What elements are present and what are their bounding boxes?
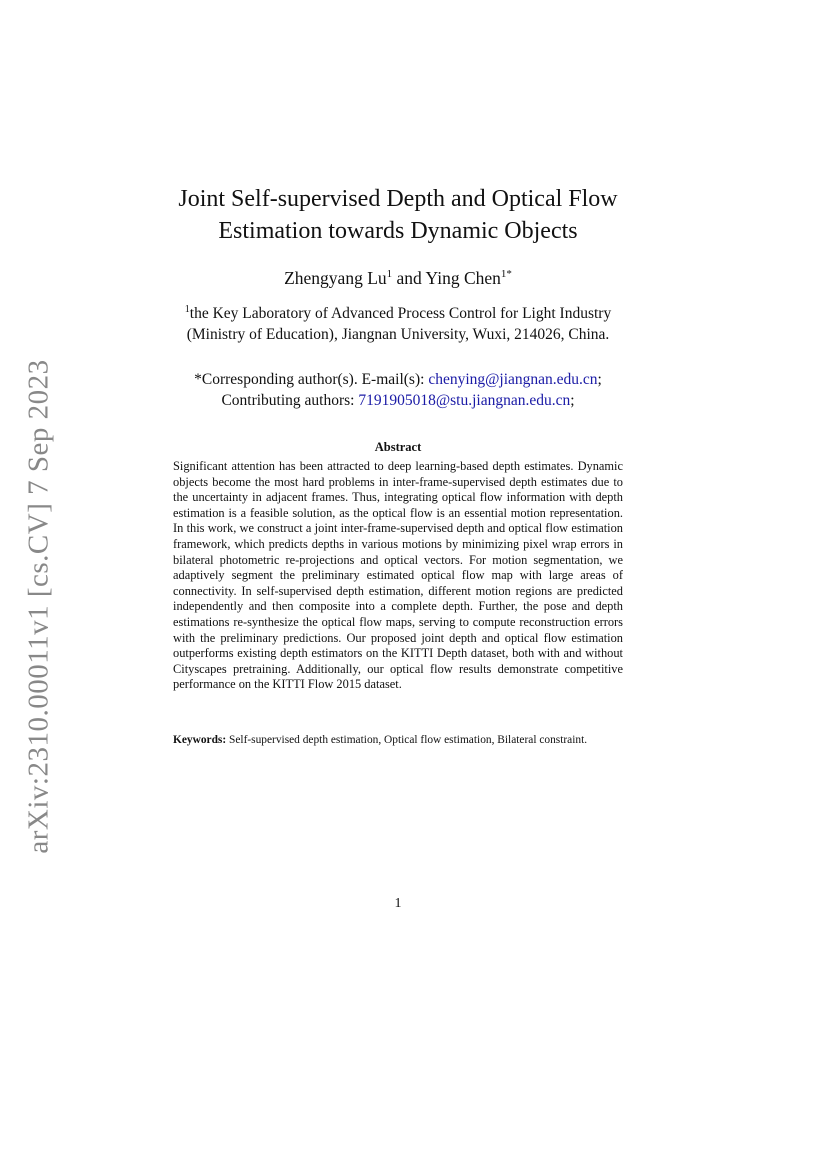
affiliation-line-1: the Key Laboratory of Advanced Process Control for Light Industry: [189, 305, 612, 323]
corresponding-suffix: ;: [597, 371, 602, 388]
page-number: 1: [394, 896, 402, 911]
abstract-text: Significant attention has been attracted to deep learning-based depth estimates. Dynamic objects become the most hard problems in inter-frame-supervised depth estimates due to the uncertainty in adjacent frames. Thus, integrating optical flow information with depth estimation is a feasible solution, as the optical flow is an essential motion representation. In this work, we construct a joint inter-frame-supervised depth and optical flow estimation framework, which predicts depths in various motions by minimizing pixel wrap errors in bilateral photometric re-projections and optical vectors. For motion segmentation, we adaptively segment the preliminary estimated optical flow map with large areas of connectivity. In self-supervised depth estimation, different motion regions are predicted independently and then composite into a complete depth. Further, the pose and depth estimations re-synthesize the optical flow maps, serving to compute reconstruction errors with the preliminary predictions. Our proposed joint depth and optical flow estimation outperforms existing depth estimators on the KITTI Depth dataset, both with and without Cityscapes pretraining. Additionally, our optical flow results demonstrate competitive performance on the KITTI Flow 2015 dataset.: [173, 459, 623, 692]
contributing-suffix: ;: [570, 392, 575, 409]
keywords-text: Self-supervised depth estimation, Optical flow estimation, Bilateral constraint.: [229, 734, 588, 746]
author-1-name: Zhengyang Lu: [284, 268, 387, 288]
keywords-label: Keywords:: [173, 734, 227, 746]
keywords: [173, 733, 623, 747]
abstract-heading: Abstract: [374, 440, 422, 454]
corresponding-email-link[interactable]: chenying@jiangnan.edu.cn: [428, 371, 598, 388]
arxiv-stamp-text: arXiv:2310.00011v1 [cs.CV] 7 Sep 2023: [22, 358, 55, 854]
author-2-affil-mark: 1*: [500, 268, 512, 281]
title-line-1: Joint Self-supervised Depth and Optical Flow: [178, 186, 618, 212]
arxiv-stamp: [16, 358, 62, 854]
author-connector: and: [396, 268, 422, 288]
affiliation-line-2: (Ministry of Education), Jiangnan University, Wuxi, 214026, China.: [186, 326, 610, 344]
title-line-2: Estimation towards Dynamic Objects: [218, 218, 578, 244]
author-list: [120, 268, 676, 289]
correspondence: [120, 369, 676, 411]
corresponding-label: *Corresponding author(s). E-mail(s):: [194, 371, 425, 388]
author-2-name: Ying Chen: [425, 268, 501, 288]
affiliation-mark: 1: [184, 304, 190, 315]
author-1-affil-mark: 1: [386, 268, 393, 281]
contributing-label: Contributing authors:: [221, 392, 355, 409]
paper-title: [120, 183, 676, 247]
affiliation: [120, 299, 676, 345]
abstract-body: [173, 459, 623, 693]
contributing-email-link[interactable]: 7191905018@stu.jiangnan.edu.cn: [358, 392, 571, 409]
